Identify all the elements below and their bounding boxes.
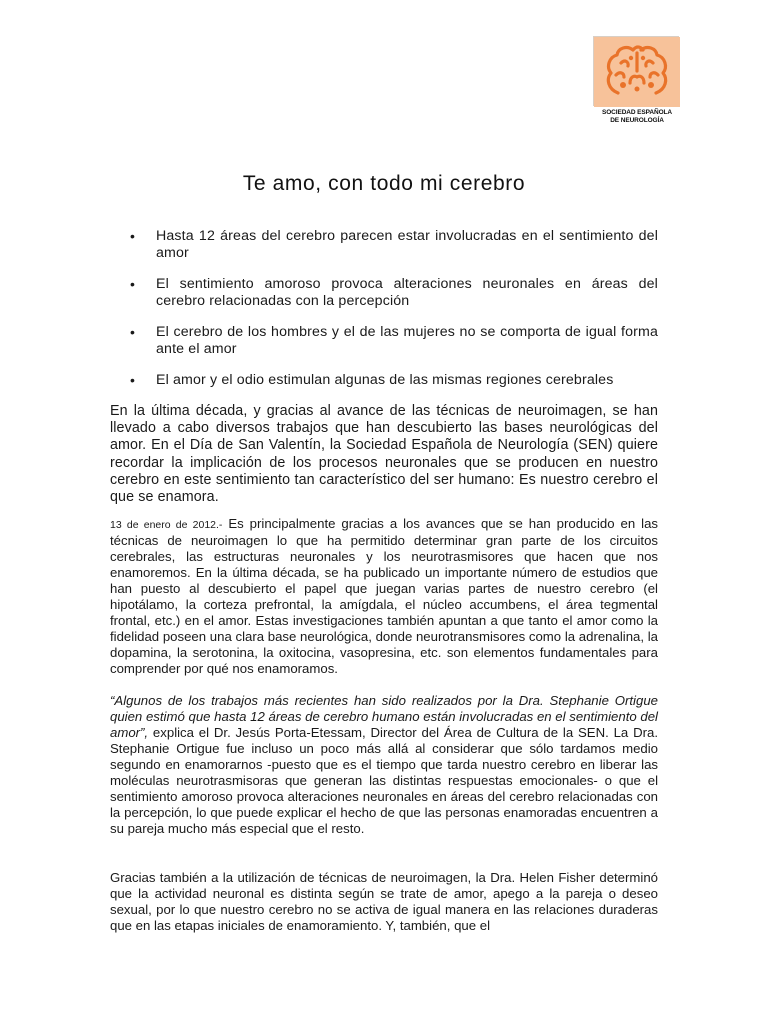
bullet-icon: • xyxy=(130,228,136,244)
quote-text: “Algunos de los trabajos más recientes han sido realizados por la Dra. Stephanie Ortigue quien estimó que hasta 12 áreas de cerebro humano están involucradas en el sentimiento del amor”, xyxy=(110,693,658,740)
body-paragraph-1 xyxy=(110,516,658,677)
key-point xyxy=(130,372,658,389)
key-point xyxy=(130,228,658,262)
logo-caption-line2: DE NEUROLOGÍA xyxy=(610,117,664,124)
key-point-text: El sentimiento amoroso provoca alteraciones neuronales en áreas del cerebro relacionadas con la percepción xyxy=(156,276,658,309)
sen-logo xyxy=(593,36,681,138)
intro-paragraph: En la última década, y gracias al avance de las técnicas de neuroimagen, se han llevado a cabo diversos trabajos que han descubierto las bases neurológicas del amor. En el Día de San Valentín, la Sociedad Española de Neurología (SEN) quiere recordar la implicación de los procesos neuronales que se producen en nuestro cerebro en este sentimiento tan característico del ser humano: Es nuestro cerebro el que se enamora. xyxy=(110,403,658,506)
bullet-icon: • xyxy=(130,276,136,292)
document-title: Te amo, con todo mi cerebro xyxy=(242,172,526,195)
dateline: 13 de enero de 2012.- xyxy=(110,519,223,531)
key-points-list xyxy=(130,228,658,403)
brain-icon xyxy=(594,37,680,107)
logo-caption-line1: SOCIEDAD ESPAÑOLA xyxy=(601,109,673,116)
paragraph-1-text: Es principalmente gracias a los avances que se han producido en las técnicas de neuroimagen lo que ha permitido determinar gran parte de los circuitos cerebrales, las estructuras neuronales y los neurotrasmisores que hacen que nos enamoremos. En la última década, se ha publicado un importante número de estudios que han puesto al descubierto el papel que juegan varias partes de nuestro cerebro (el hipotálamo, la corteza prefrontal, la amígdala, el núcleo accumbens, el área tegmental frontal, etc.) en el amor. Estas investigaciones también apuntan a que tanto el amor como la fidelidad poseen una clara base neurológica, donde neurotransmisores como la adrenalina, la dopamina, la serotonina, la oxitocina, vasopresina, etc. son elementos fundamentales para comprender por qué nos enamoramos. xyxy=(110,516,658,676)
bullet-icon: • xyxy=(130,324,136,340)
bullet-icon: • xyxy=(130,372,136,388)
paragraph-2-text: explica el Dr. Jesús Porta-Etessam, Director del Área de Cultura de la SEN. La Dra. Stephanie Ortigue fue incluso un poco más allá al considerar que sólo tardamos medio segundo en enamorarnos -puesto que es el tiempo que tarda nuestro cerebro en liberar las moléculas neurotrasmisoras que generan las distintas respuestas emocionales- o que el sentimiento amoroso provoca alteraciones neuronales en áreas del cerebro relacionadas con la percepción, lo que puede explicar el hecho de que las personas enamoradas encuentren a su pareja mucho más especial que el resto. xyxy=(110,725,658,836)
logo-caption xyxy=(593,109,681,125)
body-paragraph-3: Gracias también a la utilización de técnicas de neuroimagen, la Dra. Helen Fisher determinó que la actividad neuronal es distinta según se trate de amor, apego a la pareja o deseo sexual, por lo que nuestro cerebro no se activa de igual manera en las relaciones duraderas que en las etapas iniciales de enamoramiento. Y, también, que el xyxy=(110,870,658,933)
key-point-text: El amor y el odio estimulan algunas de las mismas regiones cerebrales xyxy=(156,372,614,388)
key-point xyxy=(130,276,658,310)
key-point xyxy=(130,324,658,358)
key-point-text: Hasta 12 áreas del cerebro parecen estar involucradas en el sentimiento del amor xyxy=(156,228,658,261)
body-paragraph-2 xyxy=(110,693,658,837)
logo-emblem xyxy=(593,36,679,106)
key-point-text: El cerebro de los hombres y el de las mujeres no se comporta de igual forma ante el amor xyxy=(156,324,658,357)
